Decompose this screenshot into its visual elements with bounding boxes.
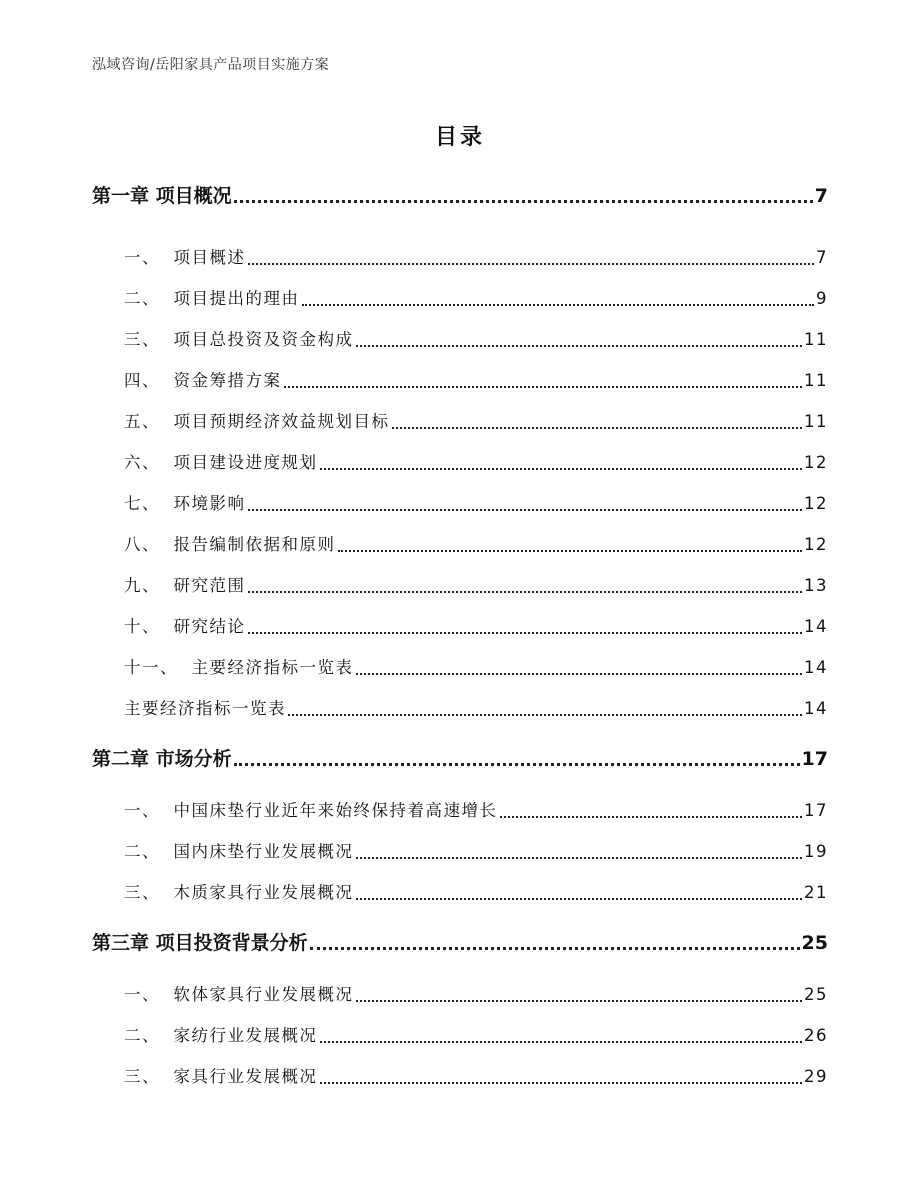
toc-entry-text: 二、 国内床垫行业发展概况 bbox=[124, 842, 354, 861]
toc-entry-page: 12 bbox=[804, 535, 828, 554]
toc-entry-section[interactable] bbox=[124, 533, 828, 557]
toc-entry-text: 七、 环境影响 bbox=[124, 494, 246, 513]
toc-entry-page: 13 bbox=[804, 576, 828, 595]
dot-leader bbox=[392, 427, 803, 429]
dot-leader bbox=[288, 714, 802, 716]
toc-entry-text: 六、 项目建设进度规划 bbox=[124, 453, 318, 472]
toc-entry-text: 主要经济指标一览表 bbox=[124, 699, 286, 718]
toc-entry-page: 25 bbox=[801, 932, 828, 954]
toc-entry-text: 三、 木质家具行业发展概况 bbox=[124, 883, 354, 902]
toc-entry-section[interactable] bbox=[124, 328, 828, 352]
dot-leader bbox=[320, 1041, 803, 1043]
toc-entry-section[interactable] bbox=[124, 369, 828, 393]
toc-entry-page: 29 bbox=[804, 1067, 828, 1086]
dot-leader bbox=[356, 1000, 803, 1002]
toc-entry-section[interactable] bbox=[124, 799, 828, 823]
dot-leader bbox=[356, 898, 803, 900]
toc-entry-text: 十、 研究结论 bbox=[124, 617, 246, 636]
toc-entry-section[interactable] bbox=[124, 983, 828, 1007]
toc-entry-page: 12 bbox=[804, 494, 828, 513]
toc-entry-section[interactable] bbox=[124, 1065, 828, 1089]
toc-entry-text: 二、 家纺行业发展概况 bbox=[124, 1026, 318, 1045]
toc-entry-section[interactable] bbox=[124, 840, 828, 864]
toc-entry-page: 17 bbox=[801, 748, 828, 770]
toc-entry-section[interactable] bbox=[124, 1024, 828, 1048]
toc-entry-section[interactable] bbox=[124, 246, 828, 270]
dot-leader bbox=[248, 591, 803, 593]
dot-leader bbox=[500, 816, 803, 818]
dot-leader bbox=[248, 509, 803, 511]
dot-leader bbox=[234, 200, 813, 203]
toc-entry-text: 八、 报告编制依据和原则 bbox=[124, 535, 336, 554]
dot-leader bbox=[248, 263, 815, 265]
dot-leader bbox=[234, 763, 800, 766]
toc-entry-text: 三、 项目总投资及资金构成 bbox=[124, 330, 354, 349]
dot-leader bbox=[338, 550, 803, 552]
toc-entry-page: 25 bbox=[804, 985, 828, 1004]
toc-entry-page: 14 bbox=[804, 658, 828, 677]
toc-entry-text: 一、 软体家具行业发展概况 bbox=[124, 985, 354, 1004]
toc-entry-section[interactable] bbox=[124, 656, 828, 680]
toc-entry-text: 四、 资金筹措方案 bbox=[124, 371, 282, 390]
toc-entry-page: 21 bbox=[804, 883, 828, 902]
toc-entry-page: 7 bbox=[814, 185, 828, 207]
toc-entry-page: 19 bbox=[804, 842, 828, 861]
dot-leader bbox=[356, 857, 803, 859]
toc-entry-text: 一、 中国床垫行业近年来始终保持着高速增长 bbox=[124, 801, 498, 820]
toc-entry-page: 12 bbox=[804, 453, 828, 472]
toc-entry-page: 26 bbox=[804, 1026, 828, 1045]
toc-entry-text: 二、 项目提出的理由 bbox=[124, 289, 300, 308]
toc-entry-text: 一、 项目概述 bbox=[124, 248, 246, 267]
dot-leader bbox=[302, 304, 815, 306]
toc-entry-page: 11 bbox=[804, 330, 828, 349]
dot-leader bbox=[356, 345, 803, 347]
toc-entry-chapter-2[interactable] bbox=[92, 747, 828, 771]
toc-entry-page: 7 bbox=[816, 248, 828, 267]
toc-entry-page: 14 bbox=[804, 699, 828, 718]
toc-entry-section[interactable] bbox=[124, 697, 828, 721]
toc-entry-section[interactable] bbox=[124, 574, 828, 598]
toc-entry-section[interactable] bbox=[124, 451, 828, 475]
dot-leader bbox=[356, 673, 803, 675]
toc-entry-page: 11 bbox=[804, 412, 828, 431]
dot-leader bbox=[284, 386, 803, 388]
toc-entry-section[interactable] bbox=[124, 615, 828, 639]
toc-entry-text: 十一、 主要经济指标一览表 bbox=[124, 658, 354, 677]
toc-entry-page: 11 bbox=[804, 371, 828, 390]
toc-entry-text: 五、 项目预期经济效益规划目标 bbox=[124, 412, 390, 431]
toc-entry-chapter-1[interactable] bbox=[92, 184, 828, 208]
toc-entry-section[interactable] bbox=[124, 492, 828, 516]
dot-leader bbox=[248, 632, 803, 634]
toc-entry-text: 第二章 市场分析 bbox=[92, 748, 232, 770]
toc-entry-text: 第三章 项目投资背景分析 bbox=[92, 932, 308, 954]
dot-leader bbox=[320, 1082, 803, 1084]
toc-title: 目录 bbox=[434, 125, 485, 150]
toc-entry-text: 第一章 项目概况 bbox=[92, 185, 232, 207]
toc-entry-text: 三、 家具行业发展概况 bbox=[124, 1067, 318, 1086]
dot-leader bbox=[320, 468, 803, 470]
toc-entry-page: 9 bbox=[816, 289, 828, 308]
toc-entry-section[interactable] bbox=[124, 287, 828, 311]
toc-entry-page: 17 bbox=[804, 801, 828, 820]
dot-leader bbox=[310, 947, 800, 950]
running-header: 泓域咨询/岳阳家具产品项目实施方案 bbox=[92, 57, 330, 73]
toc-entry-section[interactable] bbox=[124, 410, 828, 434]
toc-entry-chapter-3[interactable] bbox=[92, 931, 828, 955]
toc-entry-section[interactable] bbox=[124, 881, 828, 905]
toc-entry-page: 14 bbox=[804, 617, 828, 636]
toc-entry-text: 九、 研究范围 bbox=[124, 576, 246, 595]
